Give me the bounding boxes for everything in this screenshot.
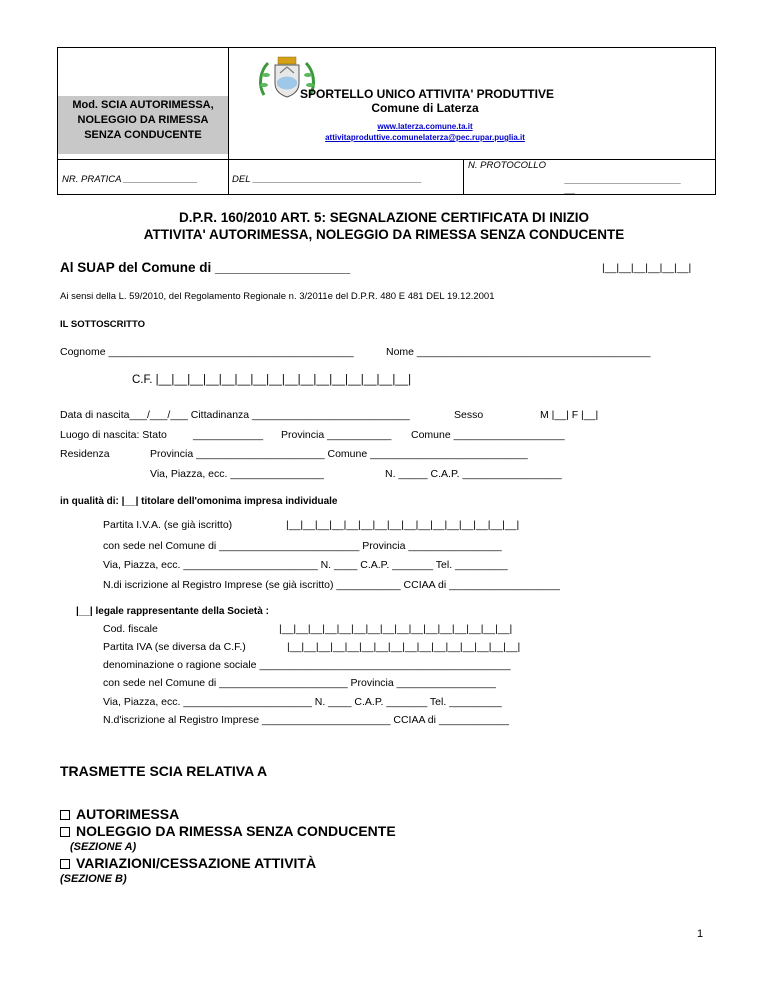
suap-code-boxes: |__|__|__|__|__|__| <box>602 262 692 274</box>
suap-heading: Al SUAP del Comune di __________________ <box>60 260 351 275</box>
checkbox-icon[interactable] <box>60 827 70 837</box>
residenza-numero-cap[interactable]: N. _____ C.A.P. _________________ <box>385 468 562 480</box>
office-title: SPORTELLO UNICO ATTIVITA' PRODUTTIVE <box>300 87 554 101</box>
nome-field[interactable]: Nome ________________________________________ <box>386 346 651 358</box>
legale-codfiscale-boxes[interactable]: |__|__|__|__|__|__|__|__|__|__|__|__|__|__|__|__| <box>279 623 513 635</box>
protocollo-line: ______________________ <box>565 175 682 186</box>
residenza-via-field[interactable]: Via, Piazza, ecc. ________________ <box>150 468 324 480</box>
nr-pratica: NR. PRATICA ______________ <box>62 174 198 185</box>
titolare-via[interactable]: Via, Piazza, ecc. _______________________ N. ____ C.A.P. _______ Tel. _________ <box>103 559 508 571</box>
sesso-label: Sesso <box>454 409 484 421</box>
header-table <box>57 47 716 195</box>
sezione-a-label: (SEZIONE A) <box>70 841 137 853</box>
del-date: DEL ________________________________ <box>232 174 423 185</box>
trasmette-heading: TRASMETTE SCIA RELATIVA A <box>60 763 268 779</box>
ai-sensi-text: Ai sensi della L. 59/2010, del Regolamento Regionale n. 3/2011e del D.P.R. 480 E 481 DEL 19.12.2001 <box>60 291 495 302</box>
mod-label: Mod. SCIA AUTORIMESSA, NOLEGGIO DA RIMESSA SENZA CONDUCENTE <box>58 96 228 154</box>
luogo-nascita-label: Luogo di nascita: Stato <box>60 429 167 441</box>
page-number: 1 <box>697 928 704 940</box>
legale-denominazione[interactable]: denominazione o ragione sociale ___________________________________________ <box>103 659 511 671</box>
residenza-provincia-comune[interactable]: Provincia ______________________ Comune ___________________________ <box>150 448 528 460</box>
checkbox-icon[interactable] <box>60 859 70 869</box>
option-variazioni[interactable] <box>60 855 316 871</box>
checkbox-icon[interactable] <box>60 810 70 820</box>
luogo-comune-field[interactable]: Comune ___________________ <box>411 429 565 441</box>
title-line-1: D.P.R. 160/2010 ART. 5: SEGNALAZIONE CERTIFICATA DI INIZIO <box>178 210 590 225</box>
qualita-titolare[interactable]: in qualità di: |__| titolare dell'omonima impresa individuale <box>60 496 338 507</box>
cognome-field[interactable]: Cognome __________________________________________ <box>60 346 354 358</box>
legale-piva-boxes[interactable]: |__|__|__|__|__|__|__|__|__|__|__|__|__|__|__|__| <box>287 641 521 653</box>
legale-sede[interactable]: con sede nel Comune di ______________________ Provincia _________________ <box>103 677 496 689</box>
titolare-piva-boxes[interactable]: |__|__|__|__|__|__|__|__|__|__|__|__|__|__|__|__| <box>286 519 520 531</box>
sezione-b-label: (SEZIONE B) <box>60 873 127 885</box>
legale-heading[interactable]: |__| legale rappresentante della Società : <box>76 606 269 617</box>
option-label: AUTORIMESSA <box>76 806 180 822</box>
legale-registro[interactable]: N.d'iscrizione al Registro Imprese ______________________ CCIAA di ____________ <box>103 714 509 726</box>
option-noleggio[interactable] <box>60 823 396 839</box>
sesso-mf-field[interactable]: M |__| F |__| <box>540 409 599 421</box>
titolare-sede[interactable]: con sede nel Comune di ________________________ Provincia ________________ <box>103 540 502 552</box>
titolare-piva-label: Partita I.V.A. (se già iscritto) <box>103 519 233 531</box>
option-label: NOLEGGIO DA RIMESSA SENZA CONDUCENTE <box>76 823 396 839</box>
titolare-registro[interactable]: N.di iscrizione al Registro Imprese (se già iscritto) ___________ CCIAA di ___________________ <box>103 579 561 591</box>
nascita-field[interactable]: Data di nascita___/___/___ Cittadinanza ___________________________ <box>60 409 410 421</box>
n-protocollo-label: N. PROTOCOLLO <box>468 160 546 171</box>
luogo-provincia-field[interactable]: Provincia ___________ <box>281 429 392 441</box>
codice-fiscale-field[interactable]: C.F. |__|__|__|__|__|__|__|__|__|__|__|__|__|__|__|__| <box>132 374 412 386</box>
legale-via[interactable]: Via, Piazza, ecc. ______________________ N. ____ C.A.P. _______ Tel. _________ <box>103 696 502 708</box>
pec-link[interactable]: attivitaproduttive.comunelaterza@pec.rupar.puglia.it <box>325 133 525 142</box>
legale-codfiscale-label: Cod. fiscale <box>103 623 158 635</box>
legale-piva-label: Partita IVA (se diversa da C.F.) <box>103 641 246 653</box>
title-line-2: ATTIVITA' AUTORIMESSA, NOLEGGIO DA RIMESSA SENZA CONDUCENTE <box>143 227 625 242</box>
website-link[interactable]: www.laterza.comune.ta.it <box>377 122 473 131</box>
sottoscritto-heading: IL SOTTOSCRITTO <box>60 319 145 330</box>
option-autorimessa[interactable] <box>60 806 179 822</box>
protocollo-line2: __ <box>565 185 576 196</box>
luogo-stato-field[interactable]: ____________ <box>193 429 264 441</box>
option-label: VARIAZIONI/CESSAZIONE ATTIVITÀ <box>76 855 317 871</box>
residenza-label: Residenza <box>60 448 110 460</box>
comune-name: Comune di Laterza <box>371 101 479 115</box>
